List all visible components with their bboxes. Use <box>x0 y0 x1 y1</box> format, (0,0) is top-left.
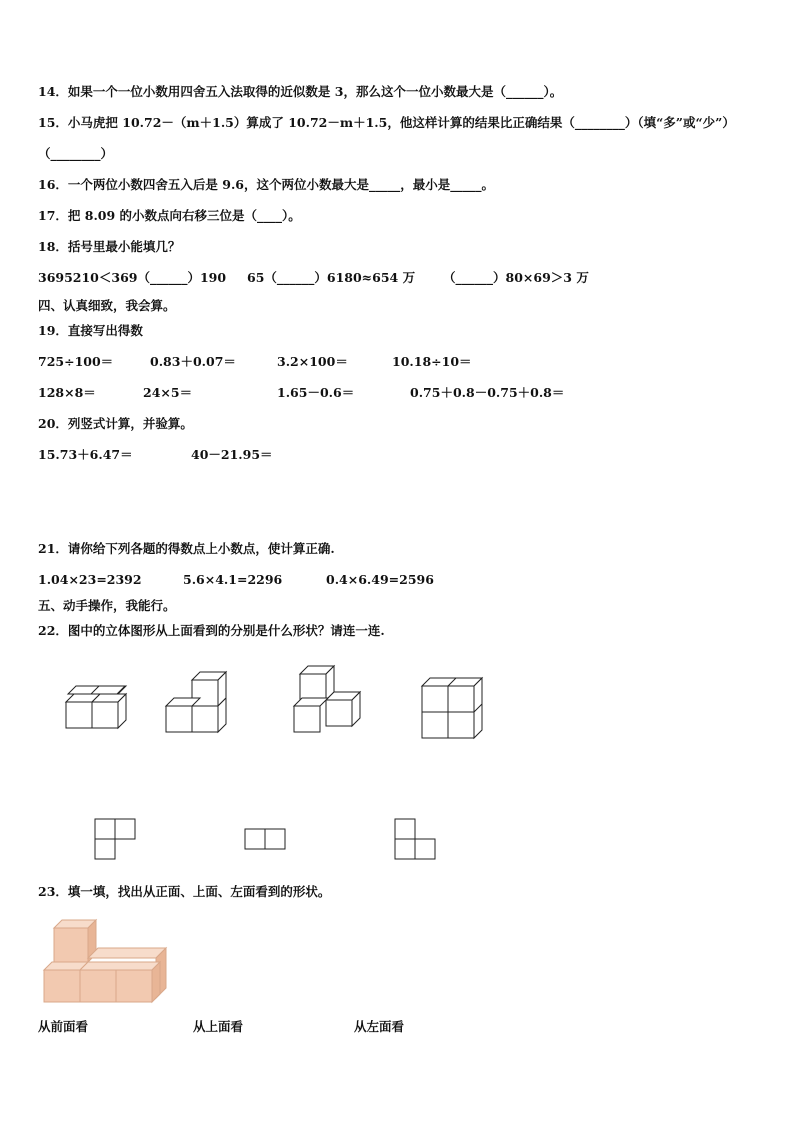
q22-solid-2 <box>164 672 228 736</box>
q19-r1-c4: 10.18÷10＝ <box>392 354 472 369</box>
question-18: 18．括号里最小能填几？ <box>38 239 181 254</box>
q22-solid-1 <box>60 684 130 734</box>
q18-item-3: （______）80×69＞3 万 <box>443 270 589 285</box>
q22-solid-4 <box>420 678 484 742</box>
question-22: 22．图中的立体图形从上面看到的分别是什么形状？请连一连. <box>38 623 385 638</box>
q19-r2-c2: 24×5＝ <box>143 385 193 400</box>
q23-label-top: 从上面看 <box>193 1019 244 1034</box>
question-16: 16．一个两位小数四舍五入后是 9.6，这个两位小数最大是_____，最小是_____。 <box>38 177 494 192</box>
q22-solid-3 <box>290 666 362 736</box>
q19-r2-c4: 0.75＋0.8－0.75＋0.8＝ <box>410 385 565 400</box>
question-17: 17．把 8.09 的小数点向右移三位是（____）。 <box>38 208 301 223</box>
q20-item-2: 40－21.95＝ <box>191 447 273 462</box>
question-15-line2: （________） <box>38 146 114 161</box>
q20-item-1: 15.73＋6.47＝ <box>38 447 133 462</box>
section-5-heading: 五、动手操作，我能行。 <box>38 598 176 613</box>
q21-item-2: 5.6×4.1=2296 <box>183 572 283 587</box>
q18-item-1: 3695210＜369（______）190 <box>38 270 227 285</box>
q21-item-3: 0.4×6.49=2596 <box>326 572 434 587</box>
q19-r1-c1: 725÷100＝ <box>38 354 114 369</box>
q19-r1-c2: 0.83＋0.07＝ <box>150 354 236 369</box>
q22-view-2 <box>244 828 286 850</box>
q18-item-2: 65（______）6180≈654 万 <box>247 270 416 285</box>
q23-label-left: 从左面看 <box>354 1019 405 1034</box>
question-19: 19．直接写出得数 <box>38 323 143 338</box>
q23-solid <box>42 914 172 1006</box>
question-14: 14．如果一个一位小数用四舍五入法取得的近似数是 3，那么这个一位小数最大是（______）。 <box>38 84 563 99</box>
q21-item-1: 1.04×23=2392 <box>38 572 142 587</box>
section-4-heading: 四、认真细致，我会算。 <box>38 298 176 313</box>
q23-label-front: 从前面看 <box>38 1019 89 1034</box>
question-20: 20．列竖式计算，并验算。 <box>38 416 193 431</box>
q22-view-3 <box>394 818 436 860</box>
q19-r2-c3: 1.65－0.6＝ <box>277 385 355 400</box>
question-21: 21．请你给下列各题的得数点上小数点，使计算正确. <box>38 541 335 556</box>
question-23: 23．填一填，找出从正面、上面、左面看到的形状。 <box>38 884 331 899</box>
q22-view-1 <box>94 818 136 860</box>
q19-r2-c1: 128×8＝ <box>38 385 96 400</box>
q19-r1-c3: 3.2×100＝ <box>277 354 348 369</box>
question-15-line1: 15．小马虎把 10.72－（m＋1.5）算成了 10.72－m＋1.5，他这样计算的结果比正确结果（________）（填“多”或“少”） <box>38 115 735 130</box>
